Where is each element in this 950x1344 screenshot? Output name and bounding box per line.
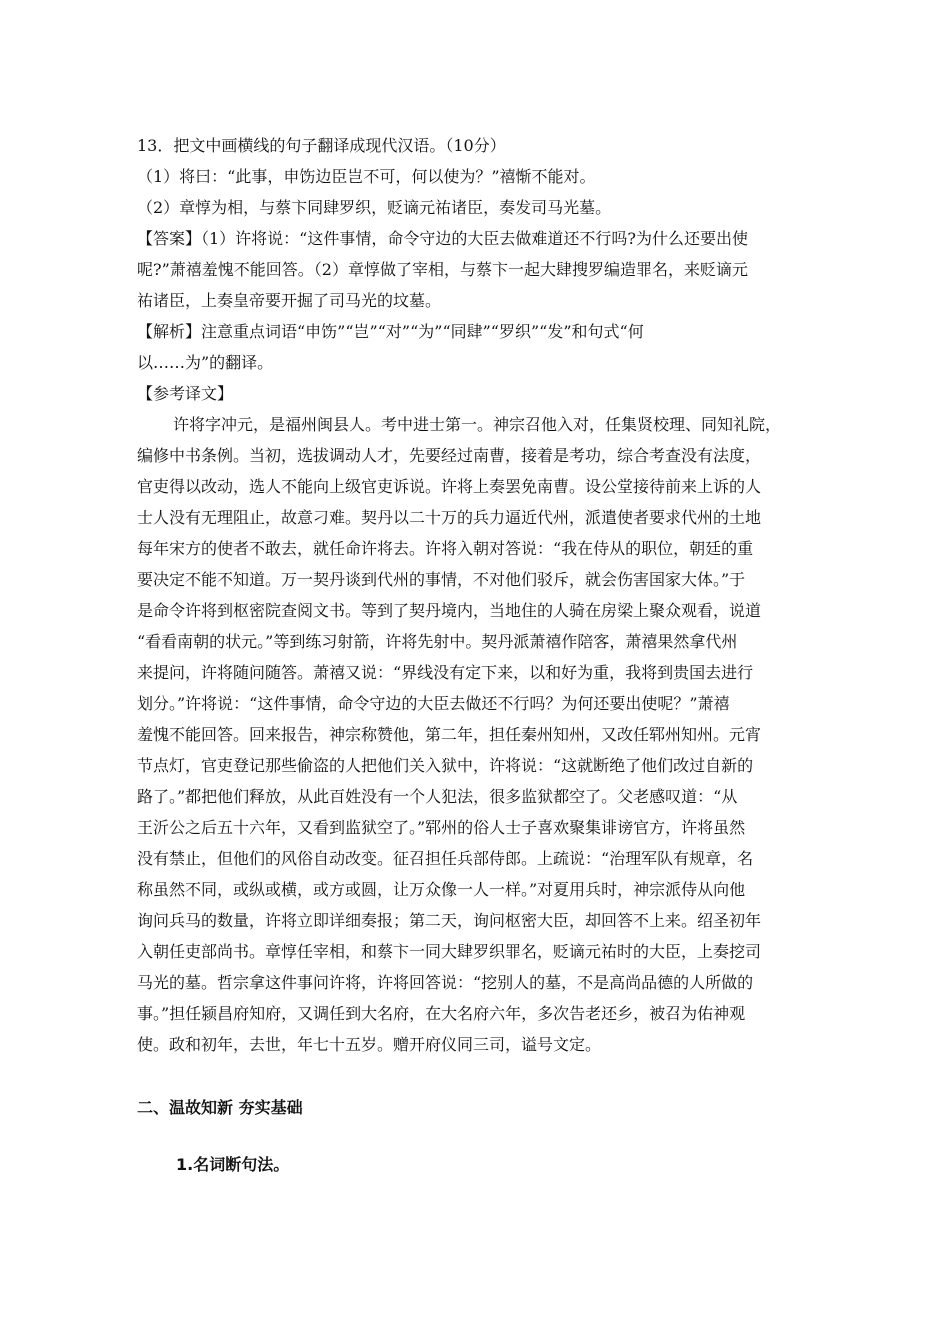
- section-subheading: 1.名词断句法。: [176, 1155, 290, 1174]
- reference-line: 入朝任吏部尚书。章惇任宰相，和蔡卞一同大肆罗织罪名，贬谪元祐时的大臣，上奏挖司: [137, 942, 762, 961]
- reference-line: 事。”担任颍昌府知府，又调任到大名府，在大名府六年，多次告老还乡，被召为佑神观: [137, 1004, 746, 1023]
- reference-line: 路了。”都把他们释放，从此百姓没有一个人犯法，很多监狱都空了。父老感叹道：“从: [137, 787, 738, 806]
- reference-line: 要决定不能不知道。万一契丹谈到代州的事情，不对他们驳斥，就会伤害国家大体。”于: [137, 570, 746, 589]
- reference-line: 士人没有无理阻止，故意刁难。契丹以二十万的兵力逼近代州，派遣使者要求代州的土地: [137, 508, 762, 527]
- answer-line: 【答案】（1）许将说：“这件事情，命令守边的大臣去做难道还不行吗?为什么还要出使: [137, 229, 748, 248]
- reference-line: 是命令许将到枢密院查阅文书。等到了契丹境内，当地住的人骑在房梁上聚众观看，说道: [137, 601, 762, 620]
- question-item-2: （2）章惇为相，与蔡卞同肆罗织，贬谪元祐诸臣，奏发司马光墓。: [137, 198, 612, 217]
- analysis-line: 以……为”的翻译。: [137, 353, 274, 372]
- reference-line: 来提问，许将随问随答。萧禧又说：“界线没有定下来，以和好为重，我将到贵国去进行: [137, 663, 754, 682]
- reference-line: 许将字冲元，是福州闽县人。考中进士第一。神宗召他入对，任集贤校理、同知礼院，: [173, 415, 782, 434]
- reference-line: 称虽然不同，或纵或横，或方或圆，让万众像一人一样。”对夏用兵时，神宗派侍从向他: [137, 880, 746, 899]
- reference-line: 使。政和初年，去世，年七十五岁。赠开府仪同三司，谥号文定。: [137, 1035, 602, 1054]
- reference-line: 马光的墓。哲宗拿这件事问许将，许将回答说：“挖别人的墓，不是高尚品德的人所做的: [137, 973, 754, 992]
- reference-label: 【参考译文】: [137, 384, 234, 403]
- answer-line: 祐诸臣，上奏皇帝要开掘了司马光的坟墓。: [137, 291, 442, 310]
- section-heading: 二、温故知新 夯实基础: [137, 1098, 303, 1117]
- reference-line: 官吏得以改动，选人不能向上级官吏诉说。许将上奏罢免南曹。设公堂接待前来上诉的人: [137, 477, 762, 496]
- document-body: [137, 130, 817, 1060]
- reference-line: 编修中书条例。当初，选拔调动人才，先要经过南曹，接着是考功，综合考查没有法度，: [137, 446, 762, 465]
- reference-line: 询问兵马的数量，许将立即详细奏报；第二天，询问枢密大臣，却回答不上来。绍圣初年: [137, 911, 762, 930]
- reference-line: 划分。”许将说：“这件事情，命令守边的大臣去做还不行吗？为何还要出使呢？”萧禧: [137, 694, 730, 713]
- reference-line: “看看南朝的状元。”等到练习射箭，许将先射中。契丹派萧禧作陪客，萧禧果然拿代州: [137, 632, 738, 651]
- answer-line: 呢?”萧禧羞愧不能回答。（2）章惇做了宰相，与蔡卞一起大肆搜罗编造罪名，来贬谪元: [137, 260, 748, 279]
- reference-line: 节点灯，官吏登记那些偷盗的人把他们关入狱中，许将说：“这就断绝了他们改过自新的: [137, 756, 754, 775]
- reference-line: 羞愧不能回答。回来报告，神宗称赞他，第二年，担任秦州知州，又改任郓州知州。元宵: [137, 725, 762, 744]
- reference-line: 没有禁止，但他们的风俗自动改变。征召担任兵部侍郎。上疏说：“治理军队有规章，名: [137, 849, 754, 868]
- question-item-1: （1）将曰：“此事，申饬边臣岂不可，何以使为？”禧惭不能对。: [137, 167, 596, 186]
- analysis-line: 【解析】注意重点词语“申饬”“岂”“对”“为”“同肆”“罗织”“发”和句式“何: [137, 322, 644, 341]
- reference-line: 王沂公之后五十六年，又看到监狱空了。”郓州的俗人士子喜欢聚集诽谤官方，许将虽然: [137, 818, 746, 837]
- reference-line: 每年宋方的使者不敢去，就任命许将去。许将入朝对答说：“我在侍从的职位，朝廷的重: [137, 539, 754, 558]
- question-title: 13．把文中画横线的句子翻译成现代汉语。（10分）: [137, 136, 506, 155]
